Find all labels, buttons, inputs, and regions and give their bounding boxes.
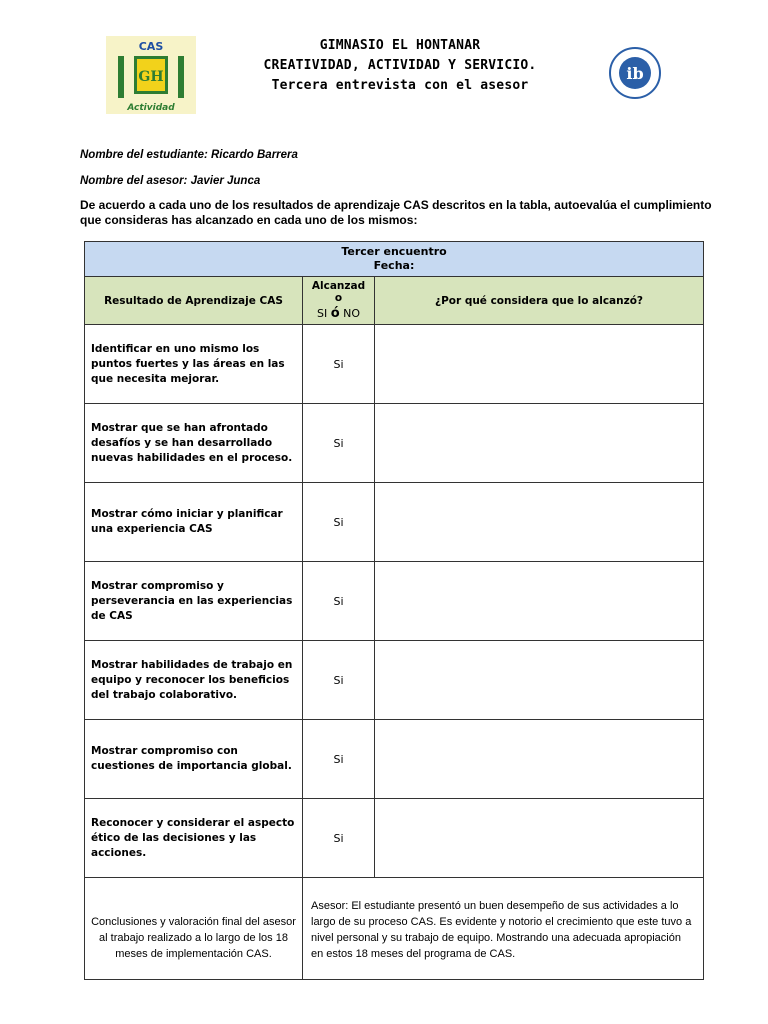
column-header-row [85,277,704,325]
why-cell [375,483,704,562]
si-no-label: SI ó NO [316,306,361,321]
conclusion-row [85,878,704,980]
result-cell: Mostrar habilidades de trabajo en equipo y reconocer los beneficios del trabajo colaborativo. [85,641,303,720]
result-cell: Identificar en uno mismo los puntos fuertes y las áreas en las que necesita mejorar. [85,325,303,404]
table-row [85,799,704,878]
achieved-cell: Si [303,641,375,720]
cas-logo-bottom: Actividad [127,103,175,113]
why-cell [375,799,704,878]
cas-logo-text: CAS [138,40,164,53]
result-cell: Reconocer y considerar el aspecto ético de las decisiones y las acciones. [85,799,303,878]
encounter-header-row [85,242,704,277]
ib-logo [600,46,670,101]
student-name: Nombre del estudiante: Ricardo Barrera [80,149,298,161]
date-label: Fecha: [373,259,415,272]
table-row [85,483,704,562]
document-subtitle: Tercera entrevista con el asesor [271,78,529,93]
col-why-header: ¿Por qué considera que lo alcanzó? [375,277,704,325]
col-achieved-label-2: o [334,292,343,304]
why-cell [375,562,704,641]
school-name: GIMNASIO EL HONTANAR [319,38,481,53]
achieved-cell: Si [303,404,375,483]
why-cell [375,720,704,799]
col-achieved-header [303,277,375,325]
result-cell: Mostrar compromiso con cuestiones de importancia global. [85,720,303,799]
conclusion-text: Asesor: El estudiante presentó un buen desempeño de sus actividades a lo largo de su proceso CAS. Es evidente y notorio el crecimiento que este tuvo a nivel personal y su trabajo de equipo. Mostrando una adecuada apropiación en estos 18 meses del programa de CAS. [303,878,704,980]
why-cell [375,404,704,483]
encounter-cell [85,242,704,277]
svg-text:ib: ib [626,64,644,83]
achieved-cell: Si [303,483,375,562]
result-cell: Mostrar que se han afrontado desafíos y se han desarrollado nuevas habilidades en el proceso. [85,404,303,483]
instructions: De acuerdo a cada uno de los resultados de aprendizaje CAS descritos en la tabla, autoevalúa el cumplimiento que consideras has alcanzado en cada uno de los mismos: [80,198,712,227]
table-row [85,641,704,720]
col-achieved-label-1: Alcanzad [311,280,366,292]
achieved-cell: Si [303,325,375,404]
advisor-name: Nombre del asesor: Javier Junca [80,175,261,187]
result-cell: Mostrar cómo iniciar y planificar una experiencia CAS [85,483,303,562]
why-cell [375,325,704,404]
encounter-title: Tercer encuentro [341,245,447,258]
achieved-cell: Si [303,720,375,799]
table-row [85,404,704,483]
cas-evaluation-table [84,241,704,980]
achieved-cell: Si [303,562,375,641]
cas-logo [106,36,196,114]
table-row [85,720,704,799]
result-cell: Mostrar compromiso y perseverancia en las experiencias de CAS [85,562,303,641]
table-row [85,325,704,404]
table-row [85,562,704,641]
achieved-cell: Si [303,799,375,878]
program-name: CREATIVIDAD, ACTIVIDAD Y SERVICIO. [263,58,537,73]
cas-logo-initials: GH [138,69,164,85]
conclusion-label: Conclusiones y valoración final del asesor al trabajo realizado a lo largo de los 18 meses de implementación CAS. [85,878,303,980]
document-header [200,36,600,96]
col-result-header: Resultado de Aprendizaje CAS [85,277,303,325]
why-cell [375,641,704,720]
